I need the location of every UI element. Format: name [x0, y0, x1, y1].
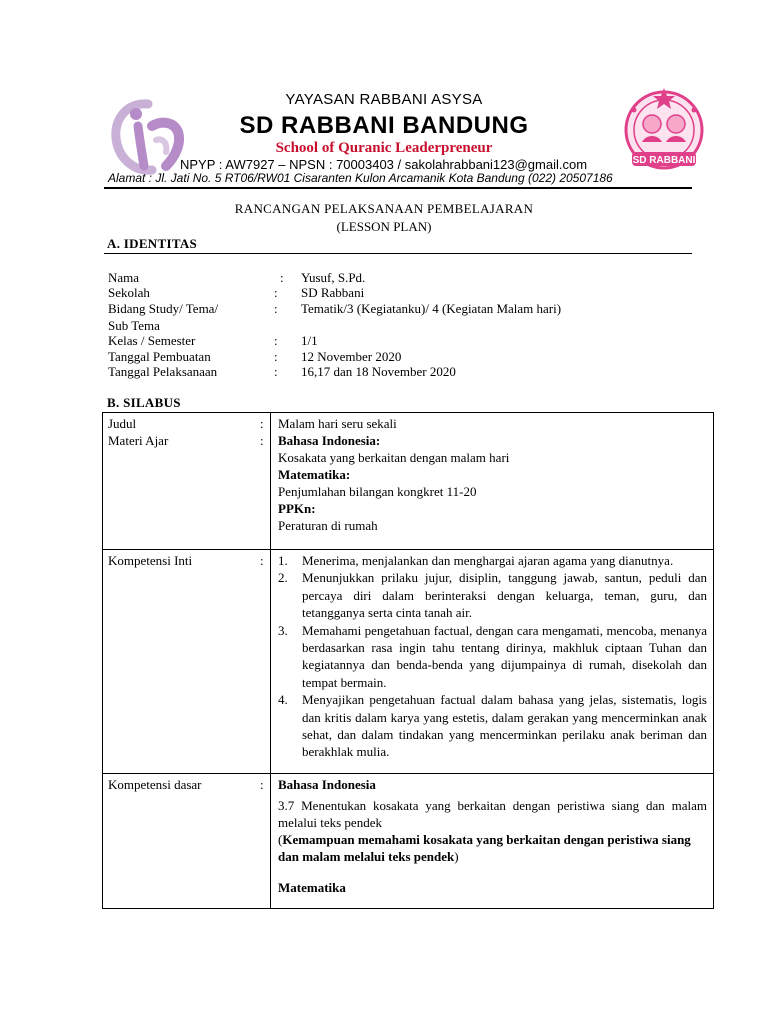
table-cell — [103, 413, 261, 550]
identitas-colon: : — [274, 364, 278, 379]
kd-note-text: Kemampuan memahami kosakata yang berkaitan dengan peristiwa siang dan malam melalui teks pendek — [278, 831, 691, 864]
school-address: Alamat : Jl. Jati No. 5 RT06/RW01 Cisaranten Kulon Arcamanik Kota Bandung (022) 20507186 — [108, 171, 613, 185]
colon: : — [260, 433, 264, 448]
kd-label: Kompetensi dasar — [108, 776, 202, 792]
identitas-label: Tanggal Pelaksanaan — [108, 364, 218, 379]
identitas-colon: : — [274, 301, 278, 316]
kd-subject: Bahasa Indonesia — [278, 776, 376, 792]
list-item — [278, 691, 707, 761]
identitas-colon: : — [280, 270, 284, 285]
school-tagline: School of Quranic Leaderpreneur — [275, 140, 493, 156]
list-text: Menerima, menjalankan dan menghargai ajaran agama yang dianutnya. — [302, 553, 674, 568]
logo-text: SD RABBANI — [632, 155, 696, 166]
list-number: 4. — [278, 692, 288, 708]
section-silabus-heading: B. SILABUS — [107, 395, 181, 410]
school-name: SD RABBANI BANDUNG — [239, 112, 529, 139]
list-number: 3. — [278, 622, 288, 638]
identitas-value: Tematik/3 (Kegiatanku)/ 4 (Kegiatan Malam hari) — [301, 301, 562, 316]
materi-subject: Matematika: — [278, 467, 351, 482]
judul-label: Judul — [108, 416, 137, 431]
header-divider — [104, 187, 692, 189]
identitas-label: Bidang Study/ Tema/ — [108, 301, 219, 316]
paren-close: ) — [454, 848, 459, 864]
table-row — [103, 413, 714, 550]
npyp-line: NPYP : AW7927 – NPSN : 70003403 / sakolahrabbani123@gmail.com — [180, 157, 588, 172]
list-text: Memahami pengetahuan factual, dengan cara mengamati, mencoba, menanya berdasarkan rasa ingin tahu tentang dirinya, makhluk ciptaan Tuhan dan kegiatannya dan benda-benda yang dijumpainya di rumah, disekolah dan tempat bermain. — [302, 622, 707, 690]
colon: : — [260, 776, 264, 792]
list-item — [278, 622, 707, 692]
kd-point: 3.7 Menentukan kosakata yang berkaitan dengan peristiwa siang dan malam melalui teks pendek — [278, 797, 707, 830]
section-identitas-heading: A. IDENTITAS — [107, 236, 198, 251]
materi-topic: Peraturan di rumah — [278, 518, 378, 533]
identitas-label: Kelas / Semester — [108, 333, 196, 348]
list-number: 2. — [278, 570, 288, 586]
silabus-table — [102, 412, 714, 909]
identitas-label: Sub Tema — [108, 318, 160, 333]
list-text: Menyajikan pengetahuan factual dalam bahasa yang jelas, sistematis, logis dan kritis dalam karya yang estetis, dalam gerakan yang mencerminkan anak sehat, dan dalam tindakan yang mencerminkan perilaku anak beriman dan berakhlak mulia. — [302, 692, 707, 760]
table-row — [103, 773, 714, 908]
document-subtitle: (LESSON PLAN) — [336, 219, 432, 234]
section-identitas-rule — [104, 253, 692, 254]
identitas-value: 16,17 dan 18 November 2020 — [301, 364, 456, 379]
identitas-colon: : — [274, 333, 278, 348]
identitas-value: SD Rabbani — [301, 285, 365, 300]
identitas-colon: : — [274, 285, 278, 300]
table-cell — [271, 550, 714, 774]
judul-value: Malam hari seru sekali — [278, 416, 397, 431]
list-item — [278, 569, 707, 621]
list-item — [278, 552, 707, 569]
identitas-label: Sekolah — [108, 285, 150, 300]
table-cell — [271, 413, 714, 550]
paren-open: ( — [278, 831, 283, 847]
table-cell — [260, 550, 271, 774]
colon: : — [260, 553, 264, 568]
table-row — [103, 550, 714, 774]
materi-label: Materi Ajar — [108, 433, 169, 448]
colon: : — [260, 416, 264, 431]
materi-subject: Bahasa Indonesia: — [278, 433, 381, 448]
materi-subject: PPKn: — [278, 501, 316, 516]
identitas-label: Nama — [108, 270, 140, 285]
kd-subject: Matematika — [278, 879, 346, 895]
foundation-name: YAYASAN RABBANI ASYSA — [285, 91, 483, 108]
table-cell — [103, 550, 261, 774]
identitas-value: Yusuf, S.Pd. — [301, 270, 366, 285]
table-cell — [260, 413, 271, 550]
identitas-value: 12 November 2020 — [301, 349, 402, 364]
list-number: 1. — [278, 553, 288, 568]
table-cell — [271, 773, 714, 908]
list-text: Menunjukkan prilaku jujur, disiplin, tanggung jawab, santun, peduli dan percaya diri dalam berinteraksi dengan keluarga, teman, guru, dan tetangganya serta cinta tanah air. — [302, 570, 707, 621]
table-cell — [103, 773, 261, 908]
identitas-value: 1/1 — [301, 333, 318, 348]
identitas-label: Tanggal Pembuatan — [108, 349, 211, 364]
document-title: RANCANGAN PELAKSANAAN PEMBELAJARAN — [234, 201, 534, 216]
materi-topic: Kosakata yang berkaitan dengan malam hari — [278, 450, 510, 465]
ki-list — [278, 552, 707, 761]
materi-topic: Penjumlahan bilangan kongkret 11-20 — [278, 484, 477, 499]
kd-note — [278, 831, 707, 865]
identitas-colon: : — [274, 349, 278, 364]
ki-label: Kompetensi Inti — [108, 553, 193, 568]
table-cell — [260, 773, 271, 908]
